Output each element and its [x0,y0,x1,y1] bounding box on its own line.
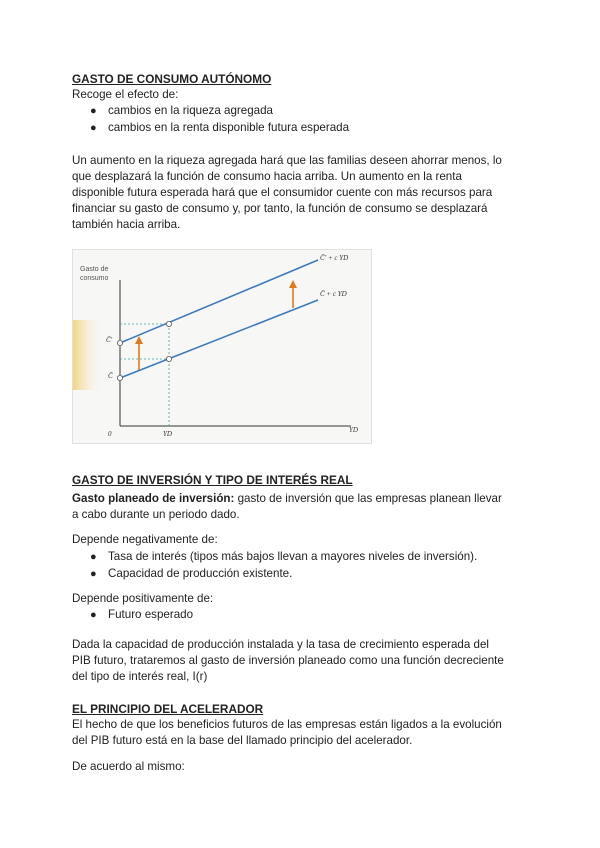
consumption-function-figure [72,249,372,444]
bullet-dot-icon: ● [90,122,97,134]
list-item: Tasa de interés (tipos más bajos llevan a mayores niveles de inversión). [108,550,478,563]
list-item: Capacidad de producción existente. [108,567,293,580]
arrow-head-icon [289,280,297,288]
point-c [117,375,122,380]
list-item: Futuro esperado [108,608,194,621]
paragraph-line: del tipo de interés real, I(r) [72,670,208,683]
intro-text: Recoge el efecto de: [72,88,179,101]
bullet-dot-icon: ● [90,568,97,580]
origin-label: 0 [108,430,112,438]
x-axis-label: YD [349,426,358,434]
upper-line-label: C̄' + c YD [320,254,349,262]
y-axis-label-line1: Gasto de [80,266,109,273]
bullet-dot-icon: ● [90,609,97,621]
definition-line [72,491,502,507]
c-label: C̄ [108,372,113,380]
list-item: cambios en la riqueza agregada [108,104,273,117]
bullet-dot-icon: ● [90,105,97,117]
list-item: cambios en la renta disponible futura esperada [108,121,350,134]
lower-line-label: C̄ + c YD [320,290,347,298]
pos-intro: Depende positivamente de: [72,592,214,605]
paragraph-line: también hacia arriba. [72,218,181,231]
y-axis-label-line2: consumo [80,275,109,282]
paragraph-line: financiar su gasto de consumo y, por tanto, la función de consumo se desplazará [72,202,488,215]
definition-line2: a cabo durante un periodo dado. [72,508,240,521]
arrow-head-icon [135,336,143,344]
consumption-graph [73,250,371,443]
definition-text: gasto de inversión que las empresas planean llevar [234,492,502,505]
upper-consumption-line [120,260,318,343]
heading-consumo-autonomo: GASTO DE CONSUMO AUTÓNOMO [72,72,272,86]
neg-intro: Depende negativamente de: [72,533,218,546]
point-upper [166,321,171,326]
paragraph-line: que desplazará la función de consumo hacia arriba. Un aumento en la renta [72,170,462,183]
paragraph-line: del PIB futuro está en la base del llamado principio del acelerador. [72,734,413,747]
x-tick-label: YD [163,430,172,438]
c-prime-label: C̄' [106,336,113,344]
heading-inversion: GASTO DE INVERSIÓN Y TIPO DE INTERÉS REAL [72,473,353,487]
point-c-prime [117,340,122,345]
lower-consumption-line [120,300,318,378]
definition-term: Gasto planeado de inversión: [72,492,235,505]
paragraph-line: Un aumento en la riqueza agregada hará que las familias deseen ahorrar menos, lo [72,154,502,167]
paragraph-line: disponible futura esperada hará que el consumidor cuente con más recursos para [72,186,493,199]
closing-text: De acuerdo al mismo: [72,760,185,773]
paragraph-line: El hecho de que los beneficios futuros de las empresas están ligados a la evolución [72,718,502,731]
highlight-glow [73,320,103,390]
point-lower [166,356,171,361]
paragraph-line: Dada la capacidad de producción instalada y la tasa de crecimiento esperada del [72,638,489,651]
paragraph-line: PIB futuro, trataremos al gasto de inversión planeado como una función decreciente [72,654,504,667]
heading-acelerador: EL PRINCIPIO DEL ACELERADOR [72,702,264,716]
bullet-dot-icon: ● [90,551,97,563]
